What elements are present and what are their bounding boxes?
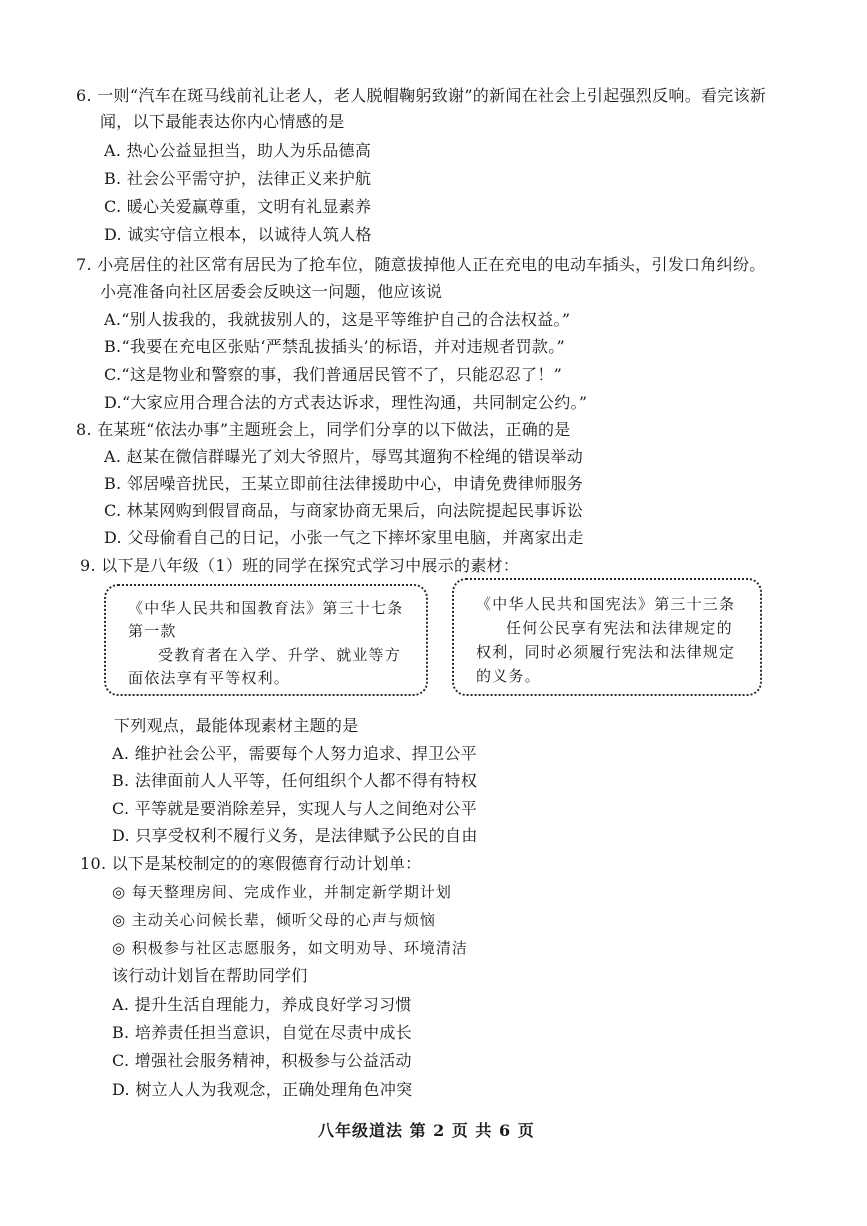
q9-stem: 9. 以下是八年级（1）班的同学在探究式学习中展示的素材： (80, 556, 520, 575)
q7-option-d: D.“大家应用合理合法的方式表达诉求，理性沟通，共同制定公约。” (104, 393, 588, 412)
q7-stem-line2: 小亮准备向社区居委会反映这一问题，他应该说 (100, 282, 443, 301)
q10-option-d: D. 树立人人为我观念，正确处理角色冲突 (112, 1080, 413, 1099)
q7-option-b: B.“我要在充电区张贴‘严禁乱拔插头’的标语，并对违规者罚款。” (104, 337, 565, 356)
box-right-title: 《中华人民共和国宪法》第三十三条 (476, 595, 736, 613)
q6-option-d: D. 诚实守信立根本，以诚待人筑人格 (104, 225, 372, 244)
q8-option-c: C. 林某网购到假冒商品，与商家协商无果后，向法院提起民事诉讼 (104, 501, 584, 520)
q9-option-d: D. 只享受权利不履行义务，是法律赋予公民的自由 (112, 826, 478, 845)
q6-option-b: B. 社会公平需守护，法律正义来护航 (104, 169, 372, 188)
q9-option-a: A. 维护社会公平，需要每个人努力追求、捍卫公平 (112, 744, 477, 763)
q8-option-d: D. 父母偷看自己的日记，小张一气之下摔坏家里电脑，并离家出走 (104, 528, 584, 547)
q10-option-b: B. 培养责任担当意识，自觉在尽责中成长 (112, 1023, 412, 1042)
page-footer: 八年级道法 第 2 页 共 6 页 (318, 1121, 535, 1140)
box-right-body3: 的义务。 (476, 667, 541, 685)
q6-option-a: A. 热心公益显担当，助人为乐品德高 (104, 141, 372, 160)
q7-option-a: A.“别人拔我的，我就拔别人的，这是平等维护自己的合法权益。” (104, 310, 571, 329)
q9-question: 下列观点，最能体现素材主题的是 (114, 716, 359, 735)
q8-option-a: A. 赵某在微信群曝光了刘大爷照片，辱骂其遛狗不栓绳的错误举动 (104, 447, 584, 466)
box-left-body1: 受教育者在入学、升学、就业等方 (158, 646, 402, 664)
q10-stem: 10. 以下是某校制定的的寒假德育行动计划单： (80, 854, 422, 873)
q7-stem-line1: 7. 小亮居住的社区常有居民为了抢车位，随意拔掉他人正在充电的电动车插头，引发口角纠纷。 (76, 255, 766, 274)
plan-item: ◎ 每天整理房间、完成作业，并制定新学期计划 (112, 883, 452, 901)
q10-option-c: C. 增强社会服务精神，积极参与公益活动 (112, 1051, 412, 1070)
box-left-clause: 第一款 (128, 622, 177, 640)
q9-option-b: B. 法律面前人人平等，任何组织个人都不得有特权 (112, 771, 478, 790)
q10-question: 该行动计划旨在帮助同学们 (112, 966, 308, 985)
q6-stem-line1: 6. 一则“汽车在斑马线前礼让老人，老人脱帽鞠躬致谢”的新闻在社会上引起强烈反响。看完该新 (76, 86, 767, 105)
q8-stem: 8. 在某班“依法办事”主题班会上，同学们分享的以下做法，正确的是 (76, 420, 571, 439)
q7-option-c: C.“这是物业和警察的事，我们普通居民管不了，只能忍忍了！” (104, 365, 563, 384)
plan-item: ◎ 主动关心问候长辈，倾听父母的心声与烦恼 (112, 911, 436, 929)
q8-option-b: B. 邻居噪音扰民，王某立即前往法律援助中心，申请免费律师服务 (104, 474, 584, 493)
plan-item: ◎ 积极参与社区志愿服务，如文明劝导、环境清洁 (112, 939, 468, 957)
q6-stem-line2: 闻，以下最能表达你内心情感的是 (100, 112, 345, 131)
q9-option-c: C. 平等就是要消除差异，实现人与人之间绝对公平 (112, 799, 478, 818)
law-excerpt-education-box (104, 584, 428, 696)
box-left-body2: 面依法享有平等权利。 (128, 669, 291, 687)
box-right-body2: 权利，同时必须履行宪法和法律规定 (476, 643, 736, 661)
q10-option-a: A. 提升生活自理能力，养成良好学习习惯 (112, 995, 412, 1014)
law-excerpt-constitution-box (452, 578, 762, 696)
box-left-title: 《中华人民共和国教育法》第三十七条 (128, 599, 404, 617)
box-right-body1: 任何公民享有宪法和法律规定的 (506, 619, 733, 637)
q6-option-c: C. 暖心关爱赢尊重，文明有礼显素养 (104, 197, 372, 216)
